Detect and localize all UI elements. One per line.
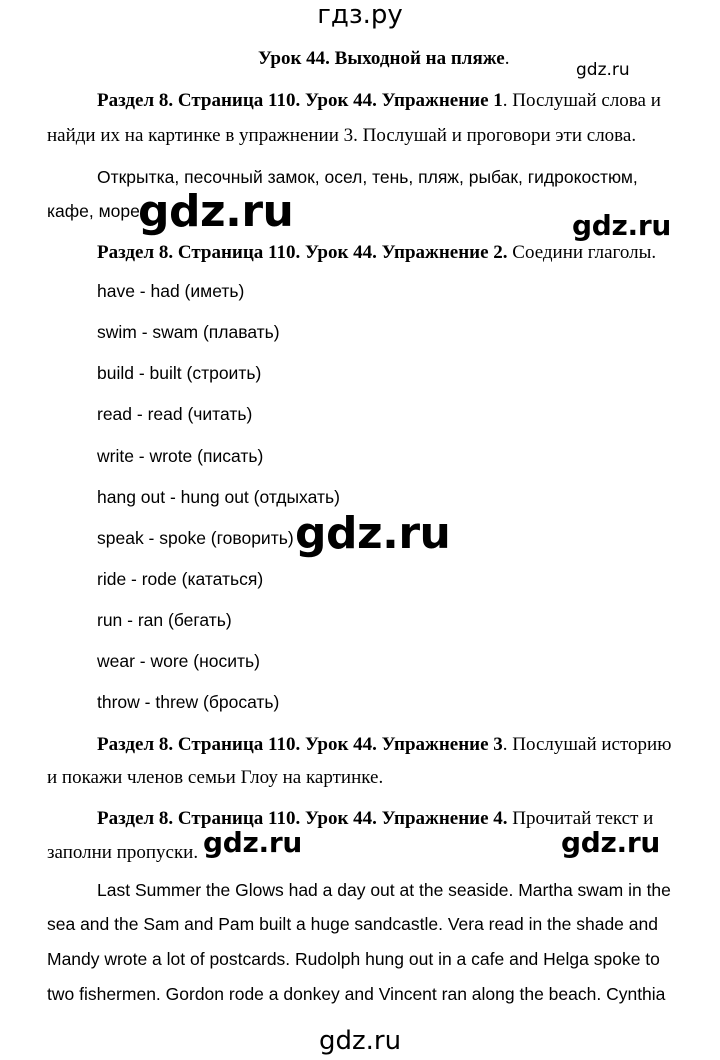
exercise1-answer-1: Открытка, песочный замок, осел, тень, пляж, рыбак, гидрокостюм, [97, 167, 638, 187]
exercise3-text-2: и покажи членов семьи Глоу на картинке. [47, 767, 384, 788]
story-line: Mandy wrote a lot of postcards. Rudolph hung out in a cafe and Helga spoke to [47, 949, 660, 969]
exercise3-text-1: . Послушай историю [502, 734, 672, 755]
verb-item: swim - swam (плавать) [97, 322, 280, 342]
watermark-bottom: gdz.ru [318, 1026, 402, 1056]
watermark-left-big: gdz.ru [138, 186, 294, 237]
exercise1-heading: Раздел 8. Страница 110. Урок 44. Упражнение 1 [97, 90, 503, 111]
watermark-lower-left: gdz.ru [203, 826, 302, 859]
watermark-center-big: gdz.ru [295, 508, 451, 559]
watermark-right-med: gdz.ru [572, 209, 671, 242]
exercise1-answer-2: кафе, море. [47, 201, 145, 221]
exercise1-text-2: найди их на картинке в упражнении 3. Послушай и проговори эти слова. [47, 125, 637, 146]
story-line: Last Summer the Glows had a day out at the seaside. Martha swam in the [97, 880, 671, 900]
verb-item: wear - wore (носить) [97, 651, 260, 671]
exercise2-line [97, 242, 656, 264]
site-title: гдз.ру [317, 0, 403, 30]
story-line: two fishermen. Gordon rode a donkey and Vincent ran along the beach. Cynthia [47, 984, 666, 1004]
exercise2-heading: Раздел 8. Страница 110. Урок 44. Упражнение 2. [97, 242, 508, 263]
exercise4-text-2: заполни пропуски. [47, 842, 199, 863]
verb-item: speak - spoke (говорить) [97, 528, 294, 548]
lesson-title-end: . [504, 48, 510, 69]
verb-item: ride - rode (кататься) [97, 569, 264, 589]
verb-item: throw - threw (бросать) [97, 692, 280, 712]
lesson-title-text: Урок 44. Выходной на пляже [258, 48, 505, 69]
exercise4-heading: Раздел 8. Страница 110. Урок 44. Упражнение 4. [97, 808, 508, 829]
exercise2-text: Соедини глаголы. [507, 242, 657, 263]
verb-item: write - wrote (писать) [97, 446, 264, 466]
exercise4-text-1: Прочитай текст и [507, 808, 654, 829]
watermark-top-right: gdz.ru [576, 60, 630, 80]
exercise1-text-1: . Послушай слова и [502, 90, 661, 111]
verb-item: read - read (читать) [97, 404, 253, 424]
verb-item: build - built (строить) [97, 363, 262, 383]
verb-item: have - had (иметь) [97, 281, 245, 301]
exercise3-line1 [97, 734, 671, 756]
exercise3-heading: Раздел 8. Страница 110. Урок 44. Упражнение 3 [97, 734, 503, 755]
exercise1-line1 [97, 90, 661, 112]
lesson-title [258, 48, 509, 70]
story-line: sea and the Sam and Pam built a huge sandcastle. Vera read in the shade and [47, 914, 658, 934]
watermark-lower-right: gdz.ru [561, 826, 660, 859]
verb-item: hang out - hung out (отдыхать) [97, 487, 340, 507]
verb-item: run - ran (бегать) [97, 610, 232, 630]
